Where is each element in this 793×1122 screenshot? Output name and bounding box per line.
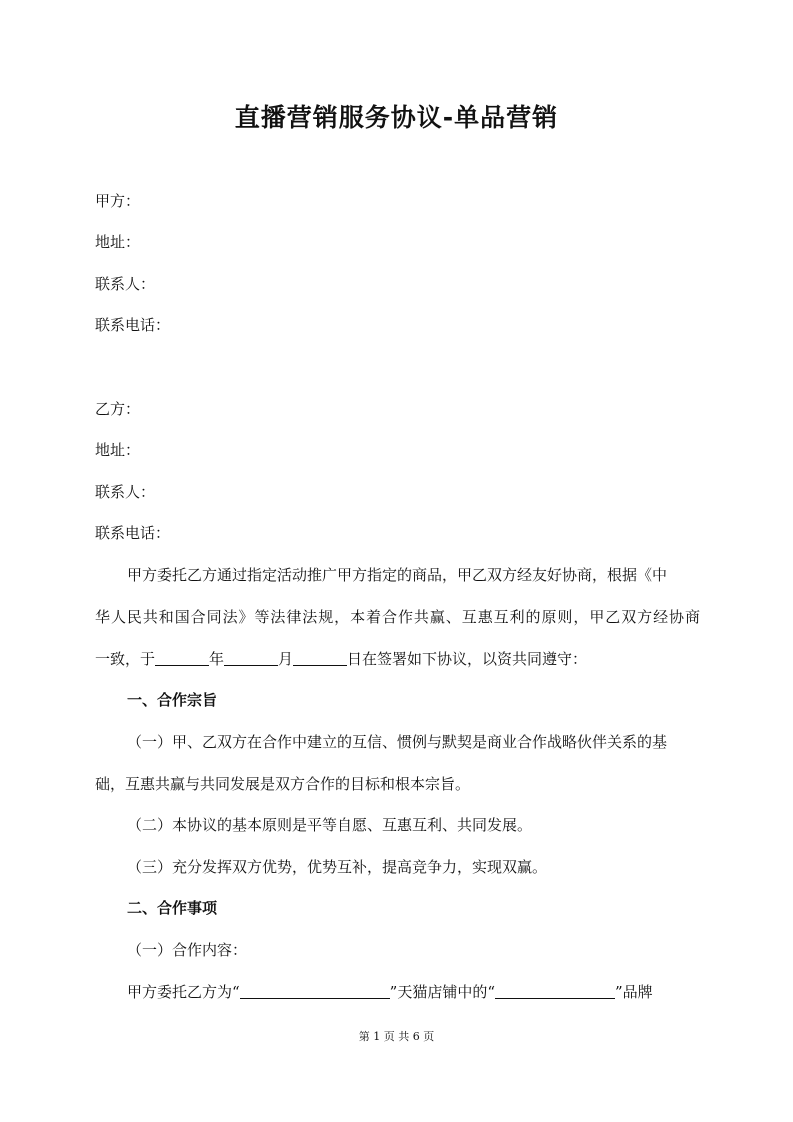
intro-line-1: 甲方委托乙方通过指定活动推广甲方指定的商品，甲乙双方经友好协商，根据《中 xyxy=(127,566,668,584)
year-label: 年 xyxy=(209,650,225,668)
section-1-item-3: （三）充分发挥双方优势，优势互补，提高竞争力，实现双赢。 xyxy=(127,858,548,876)
section-2-text-b: ”天猫店铺中的“ xyxy=(389,983,496,1001)
party-b-label: 乙方： xyxy=(95,400,141,418)
intro-line-3 xyxy=(95,648,587,669)
party-b-contact: 联系人： xyxy=(95,483,156,501)
section-1-item-1-line-2: 础，互惠共赢与共同发展是双方合作的目标和根本宗旨。 xyxy=(95,775,471,793)
intro-prefix: 一致，于 xyxy=(95,650,156,668)
store-name-blank[interactable] xyxy=(240,984,390,999)
section-2-item-1: （一）合作内容： xyxy=(127,941,248,959)
section-1-heading: 一、合作宗旨 xyxy=(127,691,218,709)
brand-name-blank[interactable] xyxy=(495,984,615,999)
party-a-contact: 联系人： xyxy=(95,275,156,293)
party-a-address: 地址： xyxy=(95,233,141,251)
party-a-label: 甲方： xyxy=(95,192,141,210)
page-title: 直播营销服务协议-单品营销 xyxy=(234,103,559,132)
year-blank[interactable] xyxy=(155,651,209,666)
section-1-item-1-line-1: （一）甲、乙双方在合作中建立的互信、惯例与默契是商业合作战略伙伴关系的基 xyxy=(127,733,668,751)
month-label: 月 xyxy=(278,650,294,668)
page-footer: 第 1 页 共 6 页 xyxy=(358,1030,435,1043)
party-b-phone: 联系电话： xyxy=(95,524,171,542)
section-2-text xyxy=(127,981,653,1002)
party-b-address: 地址： xyxy=(95,441,141,459)
month-blank[interactable] xyxy=(224,651,278,666)
intro-line-2: 华人民共和国合同法》等法律法规，本着合作共赢、互惠互利的原则，甲乙双方经协商 xyxy=(95,608,700,626)
section-2-heading: 二、合作事项 xyxy=(127,899,218,917)
day-blank[interactable] xyxy=(293,651,347,666)
section-2-text-c: ”品牌 xyxy=(615,983,653,1001)
party-a-phone: 联系电话： xyxy=(95,316,171,334)
section-1-item-2: （二）本协议的基本原则是平等自愿、互惠互利、共同发展。 xyxy=(127,816,533,834)
section-2-text-a: 甲方委托乙方为“ xyxy=(127,983,240,1001)
intro-suffix: 日在签署如下协议，以资共同遵守： xyxy=(347,650,588,668)
